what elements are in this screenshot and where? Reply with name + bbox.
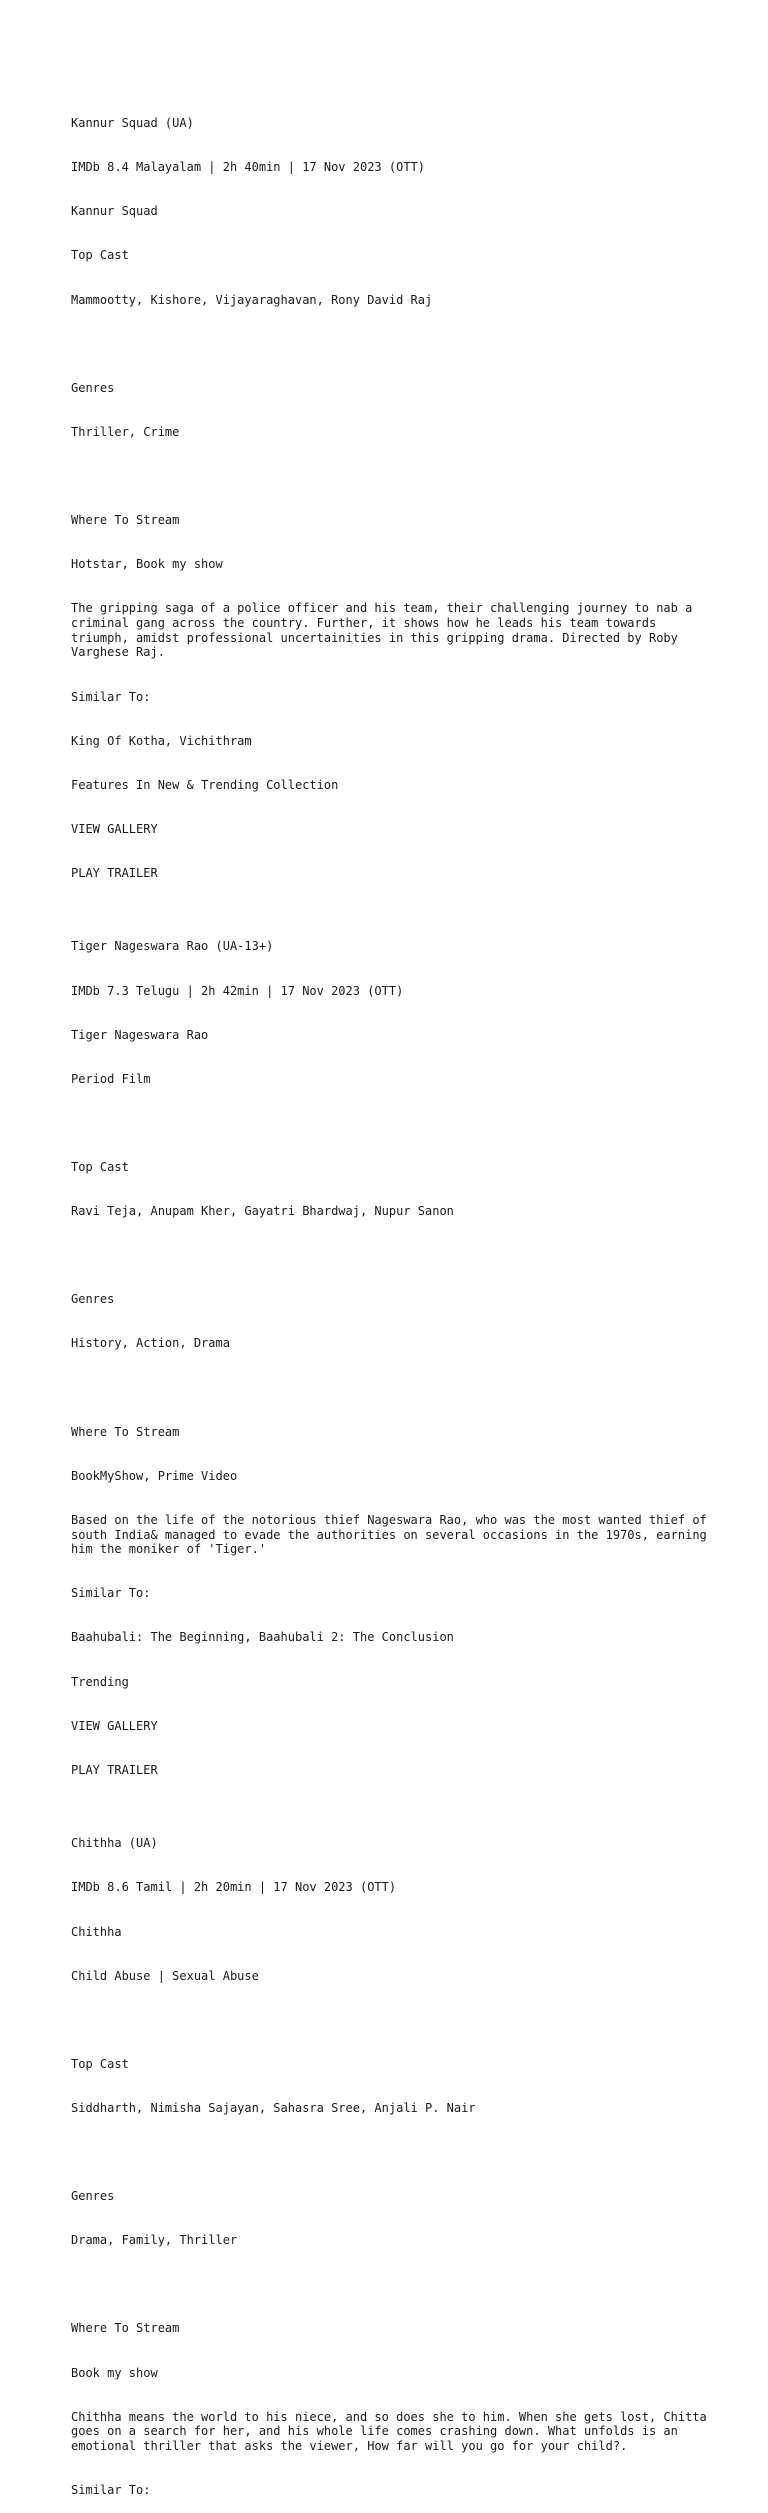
- cast-list: Ravi Teja, Anupam Kher, Gayatri Bhardwaj, Nupur Sanon: [71, 1204, 454, 1219]
- genres-list: History, Action, Drama: [71, 1336, 230, 1351]
- spacer: [71, 1381, 711, 1396]
- similar-label: Similar To:: [71, 1586, 151, 1601]
- rating-line: IMDb 7.3 Telugu | 2h 42min | 17 Nov 2023 (OTT): [71, 983, 404, 998]
- movie-tag: Period Film: [71, 1071, 151, 1086]
- genres-label: Genres: [71, 2189, 115, 2204]
- spacer: [71, 469, 711, 484]
- view-gallery-link[interactable]: VIEW GALLERY: [71, 1718, 158, 1733]
- view-gallery-link[interactable]: VIEW GALLERY: [71, 821, 158, 836]
- play-trailer-link[interactable]: PLAY TRAILER: [71, 1762, 158, 1777]
- similar-label: Similar To:: [71, 689, 151, 704]
- stream-label: Where To Stream: [71, 2321, 180, 2336]
- top-cast-label: Top Cast: [71, 248, 129, 263]
- rating-line: IMDb 8.6 Tamil | 2h 20min | 17 Nov 2023 (OTT): [71, 1880, 397, 1895]
- stream-label: Where To Stream: [71, 1424, 180, 1439]
- synopsis: The gripping saga of a police officer and his team, their challenging journey to nab a criminal gang across the country. Further, it shows how he leads his team towards triumph, amidst professional uncertainities in this gripping drama. Directed by Roby Varghese Raj.: [71, 601, 700, 660]
- synopsis: Chithha means the world to his niece, and so does she to him. When she gets lost, Chitta goes on a search for her, and his whole life comes crashing down. What unfolds is an emotional thriller that asks the viewer, How far will you go for your child?.: [71, 2409, 714, 2454]
- rating-line: IMDb 8.4 Malayalam | 2h 40min | 17 Nov 2023 (OTT): [71, 160, 426, 175]
- play-trailer-link[interactable]: PLAY TRAILER: [71, 865, 158, 880]
- similar-label: Similar To:: [71, 2483, 151, 2498]
- spacer: [71, 1248, 711, 1263]
- movie-tag: Child Abuse | Sexual Abuse: [71, 1968, 259, 1983]
- stream-platforms: Book my show: [71, 2365, 158, 2380]
- movie-header: Tiger Nageswara Rao (UA-13+): [71, 939, 274, 954]
- stream-platforms: BookMyShow, Prime Video: [71, 1468, 238, 1483]
- stream-platforms: Hotstar, Book my show: [71, 557, 223, 572]
- collection-label: Trending: [71, 1674, 129, 1689]
- similar-list: King Of Kotha, Vichithram: [71, 733, 252, 748]
- collection-label: Features In New & Trending Collection: [71, 777, 339, 792]
- cast-list: Mammootty, Kishore, Vijayaraghavan, Rony David Raj: [71, 292, 433, 307]
- document-text: [71, 72, 714, 2513]
- stream-label: Where To Stream: [71, 513, 180, 528]
- top-cast-label: Top Cast: [71, 1159, 129, 1174]
- spacer: [71, 2145, 711, 2160]
- spacer: [71, 337, 711, 352]
- synopsis: Based on the life of the notorious thief Nageswara Rao, who was the most wanted thief of south India& managed to evade the authorities on several occasions in the 1970s, earning him the moniker of 'Tiger.': [71, 1512, 714, 1557]
- top-cast-label: Top Cast: [71, 2056, 129, 2071]
- movie-header: Chithha (UA): [71, 1836, 158, 1851]
- spacer: [71, 2277, 711, 2292]
- genres-label: Genres: [71, 380, 115, 395]
- spacer: [71, 1116, 711, 1131]
- spacer: [71, 2013, 711, 2028]
- genres-list: Drama, Family, Thriller: [71, 2233, 238, 2248]
- cast-list: Siddharth, Nimisha Sajayan, Sahasra Sree, Anjali P. Nair: [71, 2100, 476, 2115]
- similar-list: Baahubali: The Beginning, Baahubali 2: The Conclusion: [71, 1630, 454, 1645]
- movie-header: Kannur Squad (UA): [71, 116, 194, 131]
- movie-title: Chithha: [71, 1924, 122, 1939]
- genres-list: Thriller, Crime: [71, 424, 180, 439]
- movie-title: Tiger Nageswara Rao: [71, 1027, 209, 1042]
- genres-label: Genres: [71, 1292, 115, 1307]
- movie-title: Kannur Squad: [71, 204, 158, 219]
